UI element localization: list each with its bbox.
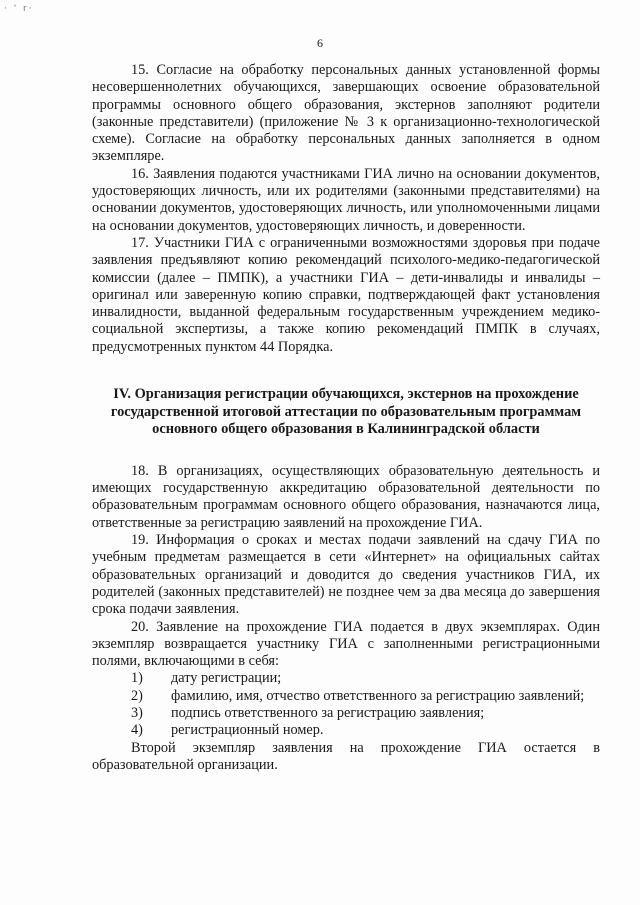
paragraph-17: 17. Участники ГИА с ограниченными возможностями здоровья при подаче заявления предъявляют копию рекомендаций психолого-медико-педагогической комиссии (далее – ПМПК), а участники ГИА – дети-инвалиды и инвалиды – оригинал или заверенную копию справки, подтверждающей факт установления инвалидности, выданной федеральным государственным учреждением медико-социальной экспертизы, а также копию рекомендаций ПМПК в случаях, предусмотренных пунктом 44 Порядка. bbox=[92, 234, 600, 355]
paragraph-15: 15. Согласие на обработку персональных данных установленной формы несовершеннолетних обучающихся, завершающих освоение образовательной программы основного общего образования, экстернов заполняют родители (законные представители) (приложение № 3 к организационно-технологической схеме). Согласие на обработку персональных данных заполняется в одном экземпляре. bbox=[92, 62, 600, 165]
closing-paragraph: Второй экземпляр заявления на прохождение ГИА остается в образовательной организации. bbox=[92, 739, 600, 773]
list-item: 1) дату регистрации; bbox=[131, 670, 282, 687]
document-body bbox=[92, 62, 600, 774]
registration-fields-list bbox=[92, 670, 600, 739]
paragraph-20: 20. Заявление на прохождение ГИА подается в двух экземплярах. Один экземпляр возвращается участнику ГИА с заполненными регистрационными полями, включающими в себя: bbox=[92, 618, 600, 670]
page-number: 6 bbox=[317, 36, 323, 50]
section-heading: IV. Организация регистрации обучающихся, экстернов на прохождение государственной итоговой аттестации по образовательным программам основного общего образования в Калининградской области bbox=[110, 386, 582, 438]
scan-mark: · ' r· bbox=[4, 4, 34, 14]
paragraph-16: 16. Заявления подаются участниками ГИА лично на основании документов, удостоверяющих личность, или их родителями (законными представителями) на основании документов, удостоверяющих личность, или уполномоченными лицами на основании документов, удостоверяющих личность, и доверенности. bbox=[92, 165, 600, 234]
list-item: 2) фамилию, имя, отчество ответственного за регистрацию заявлений; bbox=[131, 687, 585, 704]
list-item: 3) подпись ответственного за регистрацию заявления; bbox=[131, 704, 485, 721]
paragraph-19: 19. Информация о сроках и местах подачи заявлений на сдачу ГИА по учебным предметам размещается в сети «Интернет» на официальных сайтах образовательных организаций и доводится до сведения участников ГИА, их родителей (законных представителей) не позднее чем за два месяца до завершения срока подачи заявления. bbox=[92, 532, 600, 618]
paragraph-18: 18. В организациях, осуществляющих образовательную деятельность и имеющих государственную аккредитацию образовательной деятельности по образовательным программам основного общего образования, назначаются лица, ответственные за регистрацию заявлений на прохождение ГИА. bbox=[92, 462, 600, 531]
list-item: 4) регистрационный номер. bbox=[131, 722, 324, 739]
